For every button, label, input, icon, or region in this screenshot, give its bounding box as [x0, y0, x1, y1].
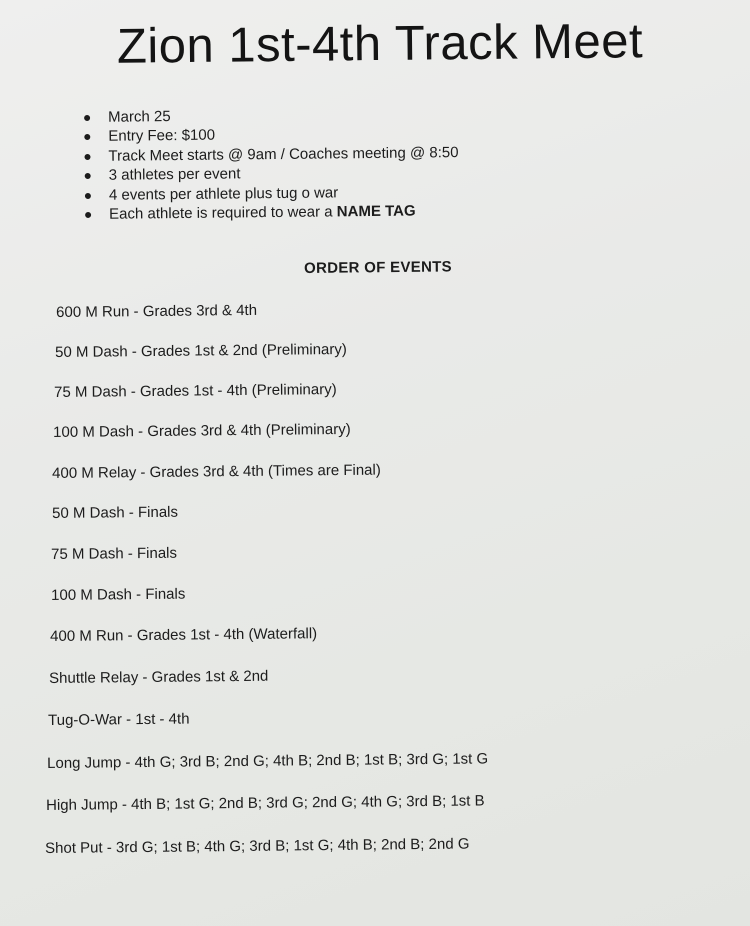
- bullet-icon: [85, 173, 91, 179]
- detail-item: [85, 201, 459, 224]
- bullet-icon: [85, 193, 91, 199]
- event-item: High Jump - 4th B; 1st G; 2nd B; 3rd G; 2nd G; 4th G; 3rd B; 1st B: [46, 792, 485, 814]
- detail-text: Track Meet starts @ 9am / Coaches meeting @ 8:50: [108, 143, 459, 165]
- name-tag-emphasis: NAME TAG: [336, 202, 416, 221]
- event-item: 400 M Run - Grades 1st - 4th (Waterfall): [50, 625, 318, 645]
- event-item: 600 M Run - Grades 3rd & 4th: [56, 301, 258, 321]
- bullet-icon: [84, 115, 90, 121]
- event-item: 50 M Dash - Grades 1st & 2nd (Preliminary): [55, 340, 347, 361]
- event-item: 100 M Dash - Finals: [51, 585, 186, 604]
- detail-text: 4 events per athlete plus tug o war: [108, 183, 339, 204]
- event-item: 75 M Dash - Finals: [51, 544, 178, 563]
- order-of-events-heading: ORDER OF EVENTS: [304, 258, 453, 277]
- bullet-icon: [85, 212, 91, 218]
- event-item: Tug-O-War - 1st - 4th: [48, 710, 190, 729]
- bullet-icon: [84, 154, 90, 160]
- event-item: Shot Put - 3rd G; 1st B; 4th G; 3rd B; 1st G; 4th B; 2nd B; 2nd G: [45, 835, 470, 857]
- event-item: Shuttle Relay - Grades 1st & 2nd: [49, 667, 269, 687]
- event-item: 400 M Relay - Grades 3rd & 4th (Times are Final): [52, 461, 381, 482]
- event-item: 75 M Dash - Grades 1st - 4th (Preliminary): [54, 381, 337, 401]
- bullet-icon: [84, 134, 90, 140]
- detail-text: Each athlete is required to wear a: [109, 203, 337, 223]
- event-item: 50 M Dash - Finals: [52, 503, 179, 522]
- page-title: Zion 1st-4th Track Meet: [116, 14, 644, 74]
- detail-text: 3 athletes per event: [108, 165, 241, 184]
- detail-text: March 25: [108, 108, 171, 126]
- detail-text: Entry Fee: $100: [108, 127, 216, 146]
- meet-details-list: [84, 104, 459, 224]
- event-item: 100 M Dash - Grades 3rd & 4th (Preliminary): [53, 420, 351, 441]
- event-item: Long Jump - 4th G; 3rd B; 2nd G; 4th B; 2nd B; 1st B; 3rd G; 1st G: [47, 750, 489, 772]
